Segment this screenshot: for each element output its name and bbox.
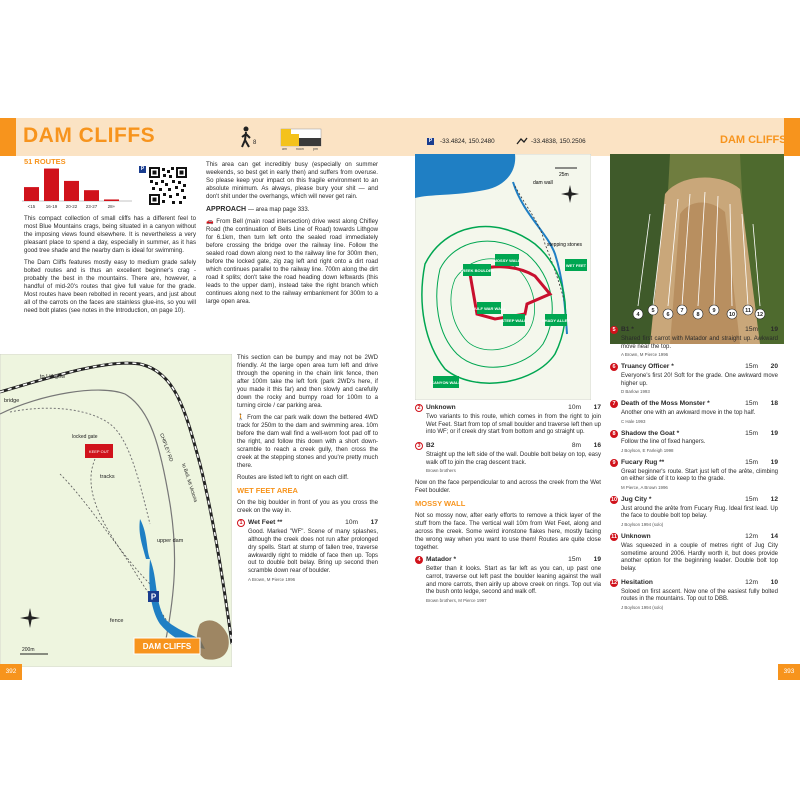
crag-photo	[610, 154, 784, 344]
route-2	[415, 404, 601, 437]
approach-label: APPROACH	[206, 206, 247, 214]
route-1-fa: A Brown, M Pierce 1996	[248, 576, 296, 582]
photo-number-11: 11	[745, 308, 751, 314]
route-9-grade: 19	[770, 458, 778, 466]
left-column-2b	[237, 354, 378, 588]
photo-number-8: 8	[696, 312, 700, 318]
chart-bar-0	[24, 187, 39, 201]
approach-para-2: This section can be bumpy and may not be 2WD friendly. At the large open area turn left and drive through the opening in the chain link fence, then after 100m take the left fork (park 2WD's here, if you made it this far) and then slowly and carefully down the rocky and bumpy road for 100m to a turning circle / car parking area.	[237, 354, 378, 410]
route-10-length: 15m	[745, 495, 758, 503]
route-7-fa: C Hale 1993	[621, 418, 646, 424]
route-4-length: 15m	[568, 556, 581, 564]
route-9-length: 15m	[745, 458, 758, 466]
photo-number-7: 7	[680, 308, 684, 314]
approach-heading	[206, 205, 378, 215]
photo-number-10: 10	[728, 312, 736, 318]
route-2-grade: 17	[593, 404, 601, 411]
col-a-route-list-2	[415, 556, 601, 604]
route-3-desc: Straight up the left side of the wall. Double bolt belay on top, easy walk off to join the crag descent track.	[426, 451, 601, 466]
route-1-name: Wet Feet **	[248, 519, 283, 527]
route-11-name: Unknown	[621, 533, 651, 541]
route-10-grade: 12	[770, 495, 778, 503]
map-scale-label: 200m	[22, 647, 35, 653]
left-column-2	[206, 161, 378, 310]
routes-note: Routes are listed left to right on each cliff.	[237, 474, 349, 482]
col-a-route-list	[415, 404, 601, 474]
route-6	[610, 363, 778, 395]
route-4-name: Matador *	[426, 556, 457, 564]
route-5-grade: 19	[770, 326, 778, 333]
route-9-fa: M Pierce, A Brown 1996	[621, 485, 668, 491]
photo-number-5: 5	[651, 308, 655, 314]
route-6-name: Truancy Officer *	[621, 363, 674, 371]
route-5-fa: A Brown, M Pierce 1996	[621, 352, 669, 358]
route-5-desc: Shared first carrot with Matador and straight up. Awkward move near the top.	[621, 335, 778, 350]
route-7-number: 7	[610, 400, 618, 408]
route-10	[610, 496, 778, 528]
walk-small-icon: 🚶	[237, 414, 248, 422]
parking-coordinates: -33.4824, 150.2480	[440, 138, 495, 145]
route-12-length: 12m	[745, 578, 758, 586]
route-3-length: 8m	[571, 442, 581, 450]
route-8-grade: 19	[770, 429, 778, 437]
impact-para: This area can get incredibly busy (especially on summer weekends, so best get in early then) and suffers from overuse. So please keep your impact on this fragile environment to an absolute minimum. As always, please bury your shit — and don't shit under the overhangs, which will never get rain.	[206, 161, 378, 201]
map-parking-label: P	[150, 592, 157, 602]
chart-bar-1	[44, 169, 59, 201]
route-8-desc: Follow the line of fixed hangers.	[621, 439, 706, 446]
route-1	[237, 519, 378, 582]
sun-label-pm: pm	[313, 147, 318, 151]
route-4-desc: Better than it looks. Start as far left as you can, up past one carrot, traverse out left past the boulder leaning against the wall and more carrots, then airily up above creek on rings. Top out via the bush onto ledge, second and walk off.	[426, 566, 601, 596]
locked-gate-label: locked gate	[72, 434, 98, 440]
route-6-fa: D Barlow 1993	[621, 389, 650, 395]
route-3-name: B2	[426, 442, 435, 450]
photo-number-9: 9	[712, 308, 716, 314]
route-7-length: 15m	[745, 400, 758, 408]
route-7-desc: Another one with an awkward move in the top half.	[621, 409, 756, 416]
route-3-grade: 16	[593, 442, 601, 450]
page-title-right: DAM CLIFFS	[720, 134, 787, 146]
route-12-fa: J Boylson 1994 (solo)	[621, 605, 664, 611]
chart-tick-label-2: 20-22	[65, 204, 78, 209]
chart-tick-label-4: 28+	[107, 204, 116, 209]
route-6-number: 6	[610, 363, 618, 371]
book-spread	[0, 118, 800, 683]
route-9-desc: Great beginner's route. Start just left of the arête, climbing on either side of it to keep to the grade.	[621, 468, 778, 483]
route-10-desc: Just around the arête from Fucary Rug. Ideal first lead. Up the face to double bolt top belay.	[621, 505, 778, 520]
route-1-number: 1	[237, 519, 245, 527]
upper-dam-label: upper dam	[157, 538, 184, 544]
route-11-desc: Was squeezed in a couple of metres right of Jug City sometime around 2006. Hardly worth it, but does provide another option for the beginning leader. Double bolt top belay.	[621, 542, 778, 573]
left-column-1	[24, 215, 196, 319]
area-map	[0, 354, 232, 667]
face-note: Now on the face perpendicular to and across the creek from the Wet Feet boulder.	[415, 479, 601, 495]
route-11-grade: 14	[770, 533, 778, 541]
chart-tick-label-3: 23-27	[85, 204, 98, 209]
dam-wall-label: dam wall	[533, 180, 553, 186]
canyon-wall-label: CANYON WALL	[431, 380, 461, 385]
route-9-name: Fucary Rug **	[621, 458, 665, 466]
route-7	[610, 400, 778, 424]
route-11-number: 11	[611, 534, 617, 541]
route-6-grade: 20	[770, 363, 778, 371]
route-1-desc: Good. Marked "WF". Scene of many splashes, although the creek does not run after prolonged dry spells. Start at stump of fallen tree, traverse awkwardly right to middle of face then up. Tops out to double bolt belay. Bring up second then scramble down rear of boulder.	[248, 529, 378, 575]
chart-tick-label-1: 16-19	[45, 204, 58, 209]
crag-map-scale: 25m	[559, 172, 569, 178]
route-1-grade: 17	[370, 519, 378, 527]
route-8-name: Shadow the Goat *	[621, 429, 680, 437]
fence-label: fence	[110, 618, 124, 624]
approach-text-3: From the car park walk down the bettered 4WD track for 250m to the dam and swimming area. 10m before the dam wall find a well-worn foot pad off to the right, and follow this down with a short down-scramble to reach a creek gully, then cross the creek at the stepping stones and you're pretty much there.	[237, 414, 379, 470]
route-7-grade: 18	[770, 400, 778, 408]
route-10-number: 10	[611, 496, 618, 503]
route-2-desc: Two variants to this route, which comes in from the right to join Wet Feet. Start from top of small boulder and traverse left then up into WF; or if creek dry start from bottom and go straight up.	[426, 413, 601, 436]
route-8	[610, 430, 778, 454]
parking-coord-icon: P	[428, 138, 433, 144]
sun-label-noon: noon	[296, 147, 304, 151]
steep-wall-label: STEEP WALL	[501, 318, 527, 323]
gulf-war-label: GULF WAR WALL	[472, 306, 506, 311]
bridge-label: bridge	[4, 398, 20, 404]
right-column-b	[610, 326, 778, 616]
route-12-number: 12	[611, 579, 618, 586]
photo-number-12: 12	[756, 312, 764, 318]
route-12-name: Hesitation	[621, 578, 653, 586]
sun-label-am: am	[282, 147, 287, 151]
route-4-grade: 19	[593, 556, 601, 564]
walker-icon	[238, 125, 260, 151]
mossy-wall-heading: MOSSY WALL	[415, 499, 466, 509]
route-12-grade: 10	[770, 578, 778, 586]
qr-code	[148, 166, 188, 206]
route-12-desc: Soloed on first ascent. Now one of the easiest fully bolted routes in the mountains. Top out to DBB.	[621, 588, 778, 603]
route-5	[610, 326, 778, 358]
intro-para-1: This compact collection of small cliffs has a different feel to most Blue Mountains crags, being situated in a canyon without the imposing views found elsewhere. It is nevertheless a very pleasant place to spend a day, especially in summer, as it has good tree shade and the nearby dam is ideal for swimming.	[24, 215, 196, 255]
walk-time: 8	[253, 140, 257, 146]
route-5-number: 5	[610, 326, 618, 334]
route-3-fa: Brown brothers	[426, 468, 456, 474]
route-11-length: 12m	[745, 533, 758, 541]
approach-ref: — area map page 333.	[248, 207, 310, 214]
col-b-route-list	[610, 326, 778, 611]
keep-out-label: KEEP OUT	[88, 449, 110, 454]
route-10-name: Jug City *	[621, 495, 652, 503]
chifley-label: CHIFLEY RD	[158, 432, 174, 463]
route-5-length: 15m	[745, 326, 758, 333]
route-2-name: Unknown	[426, 404, 456, 411]
route-3-number: 3	[415, 442, 423, 450]
route-10-fa: J Boylson 1994 (solo)	[621, 522, 664, 528]
route-11	[610, 533, 778, 574]
page-title-left: DAM CLIFFS	[23, 124, 156, 147]
stepping-stones-label: stepping stones	[547, 242, 583, 248]
route-7-name: Death of the Moss Monster *	[621, 400, 710, 408]
photo-number-4: 4	[636, 312, 640, 318]
walker-crag-icon	[516, 136, 528, 146]
approach-para-3	[237, 414, 378, 470]
wet-feet-map-label: WET FEET	[565, 263, 587, 268]
right-column-a	[415, 404, 601, 609]
mossy-intro: Not so mossy now, after early efforts to remove a thick layer of the stuff from the face. The vertical wall 10m from Wet Feet, along and across the creek. Some weird ironstone flakes here, mostly facing the wrong way when you want to use them! Routes are quite close together.	[415, 512, 601, 552]
map-dam-cliffs-label: DAM CLIFFS	[142, 642, 192, 651]
route-9	[610, 459, 778, 491]
chart-tick-label-0: <15	[27, 204, 36, 209]
route-2-length: 10m	[568, 404, 581, 411]
car-icon: 🚗	[206, 218, 217, 226]
chart-bar-3	[84, 190, 99, 201]
tracks-label: tracks	[100, 474, 115, 480]
wet-feet-intro: On the big boulder in front of you as you cross the creek on the way in.	[237, 499, 378, 515]
route-9-number: 9	[610, 459, 618, 467]
route-8-number: 8	[610, 430, 618, 438]
route-4	[415, 556, 601, 604]
shady-alley-label: SHADY ALLEY	[541, 318, 571, 323]
creek-boulder-label: CREEK BOULDER	[459, 268, 495, 273]
mossy-wall-label: MOSSY WALL	[493, 258, 521, 263]
grade-histogram	[22, 165, 132, 211]
page-number-right: 393	[778, 664, 800, 680]
route-8-length: 15m	[745, 429, 758, 437]
chart-bar-2	[64, 181, 79, 201]
route-8-fa: J Boylson, E Farleigh 1998	[621, 448, 674, 454]
chart-bar-4	[104, 199, 119, 201]
parking-icon: P	[140, 166, 145, 172]
approach-para-1	[206, 218, 378, 306]
bells-label: to Bell, Mt Victoria	[180, 462, 199, 503]
route-4-fa: Brown brothers, M Pierce 1997	[426, 598, 487, 604]
route-6-length: 15m	[745, 363, 758, 371]
intro-para-2: The Dam Cliffs features mostly easy to medium grade safely bolted routes and is thus an excellent beginner's crag - probably the best in the mountains. There are, however, a handful of mid-20's routes that give full value for the grade. Most routes have been rebolted in recent years, and just about all of the carrots on the faces are stainless glue-ins, so you will need bolt plates (see notes in the Introduction, on page 10).	[24, 259, 196, 315]
routes-count: 51 ROUTES	[24, 157, 66, 166]
lithgow-label: to Lithgow	[40, 374, 66, 380]
left-header-tab	[0, 118, 16, 156]
route-5-name: B1 *	[621, 326, 634, 333]
route-1-length: 10m	[345, 519, 358, 527]
crag-map	[415, 154, 591, 400]
route-4-number: 4	[415, 556, 423, 564]
wet-feet-heading: WET FEET AREA	[237, 486, 298, 496]
route-3	[415, 442, 601, 474]
approach-text-1: From Bell (main road intersection) drive west along Chifley Road (the continuation of Bells Line of Road) towards Lithgow for 6.1km, then turn left onto the sealed road immediately before crossing the bridge over the railway line. Follow the sealed road down along next to the railway line for 300m then, before the locked gate, zig zag left and right onto a dirt road which continues parallel to the railway line. 700m along the dirt road it splits; don't take the road heading down leftwards (this leads to the upper dam), instead take the right branch which continues along next to the railway embankment for 300m to a large open area.	[206, 218, 378, 306]
page-number-left: 392	[0, 664, 22, 680]
route-2-number: 2	[415, 404, 423, 412]
route-6-desc: Everyone's first 20! Soft for the grade. One awkward move higher up.	[621, 372, 778, 387]
route-12	[610, 579, 778, 611]
crag-coordinates: -33.4838, 150.2506	[531, 138, 586, 145]
photo-number-6: 6	[666, 312, 670, 318]
